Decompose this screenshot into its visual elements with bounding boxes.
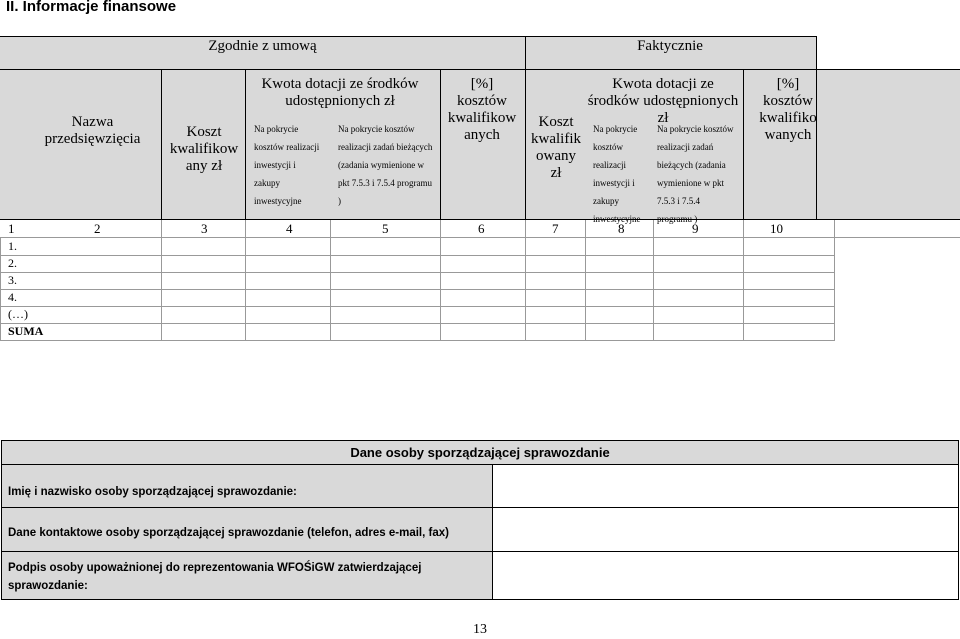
divider <box>161 220 162 340</box>
column-number: 10 <box>770 221 783 236</box>
column-number: 5 <box>382 221 389 236</box>
divider <box>653 220 654 340</box>
rule <box>0 255 835 256</box>
divider <box>525 220 526 340</box>
table-row <box>2 441 959 465</box>
divider <box>245 70 246 220</box>
divider <box>525 36 526 220</box>
group-header-actual: Faktycznie <box>637 38 703 54</box>
column-numbers-row <box>0 220 960 238</box>
header-eligible-cost-actual: Koszt kwalifik owany zł <box>531 114 581 181</box>
divider <box>585 220 586 340</box>
signature-field[interactable] <box>493 552 959 600</box>
preparer-table-header: Dane osoby sporządzającej sprawozdanie <box>2 441 959 465</box>
column-number: 9 <box>692 221 699 236</box>
contact-field[interactable] <box>493 508 959 552</box>
table-row <box>2 552 959 600</box>
column-number: 2 <box>94 221 101 236</box>
subheader-current-tasks-actual: Na pokrycie kosztów realizacji zadań bieżących (zadania wymienione w pkt 7.5.3 i 7.5.4 programu ) <box>657 124 734 224</box>
sum-row-label: SUMA <box>8 324 44 338</box>
signature-cell <box>2 552 493 600</box>
header-subsidy-actual: Kwota dotacji ze środków udostępnionych zł <box>587 76 739 126</box>
divider <box>834 220 835 340</box>
divider <box>161 70 162 220</box>
header-percent-actual: [%] kosztów kwalifiko wanych <box>759 76 817 143</box>
contact-label: Dane kontaktowe osoby sporządzającej sprawozdanie (telefon, adres e-mail, fax) <box>8 526 449 539</box>
divider <box>440 70 441 220</box>
rule <box>0 289 835 290</box>
rule <box>0 36 816 37</box>
column-number: 7 <box>552 221 559 236</box>
header-project-name: Nazwa przedsięwzięcia <box>44 114 141 147</box>
table-row-label: 4. <box>8 290 17 304</box>
rule <box>0 340 835 341</box>
table-row <box>2 508 959 552</box>
column-number: 6 <box>478 221 485 236</box>
signature-label: Podpis osoby upoważnionej do reprezentowania WFOŚiGW zatwierdzającej sprawozdanie: <box>8 561 422 592</box>
rule <box>0 272 835 273</box>
header-background-right <box>816 70 960 220</box>
divider <box>440 220 441 340</box>
table-row-label: 2. <box>8 256 17 270</box>
table-row-label: 1. <box>8 239 17 253</box>
table-row <box>2 465 959 508</box>
column-number: 8 <box>618 221 625 236</box>
page-number: 13 <box>473 622 487 637</box>
subheader-investment-planned: Na pokrycie kosztów realizacji inwestycji i zakupy inwestycyjne <box>254 124 320 206</box>
header-eligible-cost-planned: Koszt kwalifikow any zł <box>169 124 239 174</box>
divider <box>743 70 744 220</box>
subheader-investment-actual: Na pokrycie kosztów realizacji inwestycji i zakupy inwestycyjne <box>593 124 641 224</box>
column-number: 3 <box>201 221 208 236</box>
preparer-name-label: Imię i nazwisko osoby sporządzającej sprawozdanie: <box>8 486 297 498</box>
table-row-label: (…) <box>8 307 28 321</box>
divider <box>816 36 817 220</box>
preparer-name-cell <box>2 465 493 508</box>
preparer-name-field[interactable] <box>493 465 959 508</box>
preparer-table <box>1 440 959 600</box>
column-number: 4 <box>286 221 293 236</box>
contact-cell <box>2 508 493 552</box>
column-number: 1 <box>8 221 15 236</box>
divider <box>743 220 744 340</box>
section-title: II. Informacje finansowe <box>6 0 177 15</box>
divider <box>245 220 246 340</box>
rule <box>0 306 835 307</box>
divider <box>0 238 1 340</box>
header-percent-planned: [%] kosztów kwalifikow anych <box>447 76 517 143</box>
header-subsidy-planned: Kwota dotacji ze środków udostępnionych zł <box>261 76 419 109</box>
rule <box>0 323 835 324</box>
table-row-label: 3. <box>8 273 17 287</box>
group-header-planned: Zgodnie z umową <box>208 38 317 54</box>
divider <box>330 220 331 340</box>
subheader-current-tasks-planned: Na pokrycie kosztów realizacji zadań bieżących (zadania wymienione w pkt 7.5.3 i 7.5.4 programu ) <box>338 124 433 206</box>
